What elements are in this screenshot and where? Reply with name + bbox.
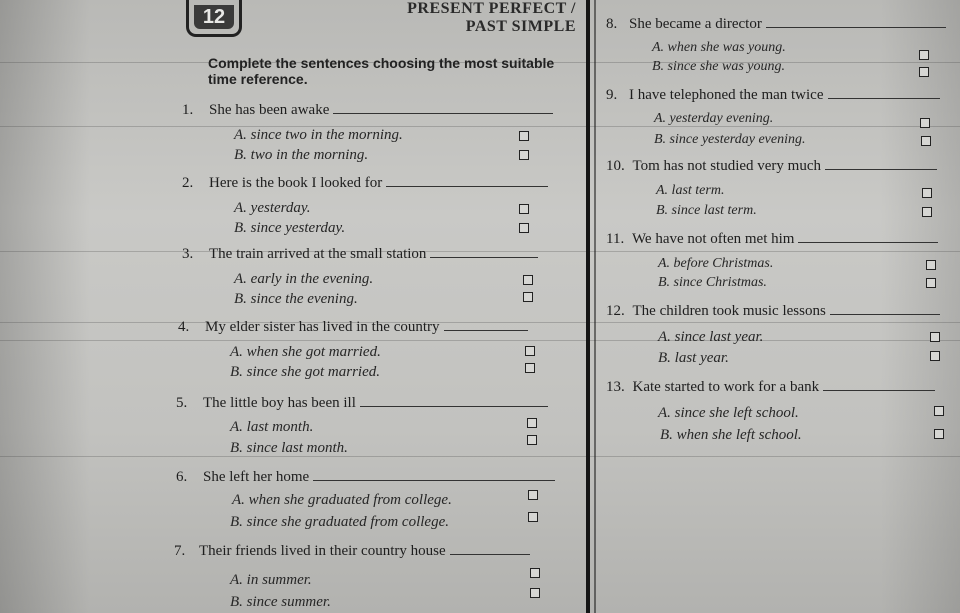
instructions: Complete the sentences choosing the most suitable time reference.: [208, 55, 555, 87]
option-a: A. when she graduated from college.: [232, 492, 452, 508]
checkbox-10a[interactable]: [922, 188, 932, 198]
question-number: 8.: [606, 16, 618, 32]
scan-artifact-line: [0, 456, 960, 457]
question-3: [182, 245, 538, 263]
checkbox-9b[interactable]: [921, 136, 931, 146]
checkbox-4b[interactable]: [525, 363, 535, 373]
option-b: B. since she graduated from college.: [230, 514, 449, 530]
checkbox-1b[interactable]: [519, 150, 529, 160]
question-number: 4.: [178, 319, 190, 335]
checkbox-6a[interactable]: [528, 490, 538, 500]
question-4: [178, 318, 528, 336]
question-11: [606, 230, 938, 248]
question-text: Kate started to work for a bank: [632, 379, 820, 395]
question-text: The little boy has been ill: [203, 395, 356, 411]
question-text: Tom has not studied very much: [632, 158, 822, 174]
option-a: A. in summer.: [230, 572, 312, 588]
question-1: [182, 101, 553, 119]
answer-blank[interactable]: [828, 86, 940, 99]
question-7: [174, 542, 530, 560]
option-a: A. since two in the morning.: [234, 127, 403, 143]
option-a: A. when she was young.: [652, 40, 786, 55]
answer-blank[interactable]: [386, 174, 548, 187]
question-number: 2.: [182, 175, 194, 191]
question-12: [606, 302, 940, 320]
question-5: [176, 394, 548, 412]
answer-blank[interactable]: [830, 302, 940, 315]
question-text: She became a director: [629, 16, 762, 32]
answer-blank[interactable]: [766, 15, 946, 28]
checkbox-12b[interactable]: [930, 351, 940, 361]
question-text: My elder sister has lived in the country: [205, 319, 440, 335]
unit-number-badge: [186, 0, 242, 37]
checkbox-12a[interactable]: [930, 332, 940, 342]
checkbox-13b[interactable]: [934, 429, 944, 439]
answer-blank[interactable]: [450, 542, 530, 555]
question-9: [606, 86, 940, 104]
answer-blank[interactable]: [333, 101, 553, 114]
checkbox-10b[interactable]: [922, 207, 932, 217]
answer-blank[interactable]: [313, 468, 555, 481]
question-10: [606, 157, 937, 175]
option-b: B. since last month.: [230, 440, 348, 456]
question-number: 11.: [606, 231, 625, 247]
option-b: B. since last term.: [656, 203, 757, 218]
option-a: A. yesterday evening.: [654, 111, 774, 126]
option-b: B. two in the morning.: [234, 147, 369, 163]
option-b: B. since Christmas.: [658, 275, 767, 290]
question-number: 10.: [606, 158, 625, 174]
option-a: A. since last year.: [658, 329, 764, 345]
question-2: [182, 174, 548, 192]
answer-blank[interactable]: [360, 394, 548, 407]
question-text: Their friends lived in their country house: [199, 543, 446, 559]
checkbox-11b[interactable]: [926, 278, 936, 288]
option-a: A. yesterday.: [234, 200, 311, 216]
question-text: I have telephoned the man twice: [629, 87, 824, 103]
answer-blank[interactable]: [444, 318, 528, 331]
option-b: B. since she got married.: [230, 364, 380, 380]
title-line-1: PRESENT PERFECT /: [407, 0, 576, 17]
question-number: 6.: [176, 469, 188, 485]
question-number: 1.: [182, 102, 194, 118]
question-number: 9.: [606, 87, 618, 103]
answer-blank[interactable]: [823, 378, 935, 391]
option-a: A. since she left school.: [658, 405, 799, 421]
question-text: She has been awake: [209, 102, 330, 118]
question-number: 5.: [176, 395, 188, 411]
unit-number: 12: [194, 5, 234, 29]
option-b: B. since she was young.: [652, 59, 785, 74]
question-number: 7.: [174, 543, 186, 559]
column-divider-shadow: [594, 0, 596, 613]
checkbox-5a[interactable]: [527, 418, 537, 428]
option-a: A. when she got married.: [230, 344, 381, 360]
checkbox-1a[interactable]: [519, 131, 529, 141]
checkbox-3b[interactable]: [523, 292, 533, 302]
checkbox-2a[interactable]: [519, 204, 529, 214]
checkbox-7b[interactable]: [530, 588, 540, 598]
option-a: A. last term.: [656, 183, 725, 198]
option-a: A. early in the evening.: [234, 271, 374, 287]
answer-blank[interactable]: [430, 245, 538, 258]
option-a: A. before Christmas.: [658, 256, 774, 271]
checkbox-8b[interactable]: [919, 67, 929, 77]
title-line-2: PAST SIMPLE: [465, 18, 576, 35]
question-13: [606, 378, 935, 396]
question-text: The train arrived at the small station: [209, 246, 427, 262]
question-text: We have not often met him: [631, 231, 795, 247]
checkbox-9a[interactable]: [920, 118, 930, 128]
question-number: 13.: [606, 379, 625, 395]
checkbox-3a[interactable]: [523, 275, 533, 285]
option-b: B. since the evening.: [234, 291, 358, 307]
answer-blank[interactable]: [825, 157, 937, 170]
option-b: B. last year.: [658, 350, 729, 366]
question-6: [176, 468, 555, 486]
answer-blank[interactable]: [798, 230, 938, 243]
question-text: She left her home: [203, 469, 310, 485]
option-b: B. since yesterday.: [234, 220, 346, 236]
worksheet-title: [407, 0, 576, 36]
checkbox-8a[interactable]: [919, 50, 929, 60]
option-b: B. since yesterday evening.: [654, 132, 806, 147]
question-8: [606, 15, 946, 33]
option-b: B. since summer.: [230, 594, 331, 610]
option-a: A. last month.: [230, 419, 314, 435]
question-text: The children took music lessons: [632, 303, 826, 319]
checkbox-6b[interactable]: [528, 512, 538, 522]
checkbox-7a[interactable]: [530, 568, 540, 578]
question-text: Here is the book I looked for: [209, 175, 383, 191]
checkbox-11a[interactable]: [926, 260, 936, 270]
scan-artifact-line: [0, 126, 960, 127]
option-b: B. when she left school.: [660, 427, 802, 443]
question-number: 12.: [606, 303, 625, 319]
scan-artifact-line: [0, 340, 960, 341]
column-divider: [586, 0, 590, 613]
checkbox-4a[interactable]: [525, 346, 535, 356]
checkbox-5b[interactable]: [527, 435, 537, 445]
checkbox-2b[interactable]: [519, 223, 529, 233]
checkbox-13a[interactable]: [934, 406, 944, 416]
question-number: 3.: [182, 246, 194, 262]
